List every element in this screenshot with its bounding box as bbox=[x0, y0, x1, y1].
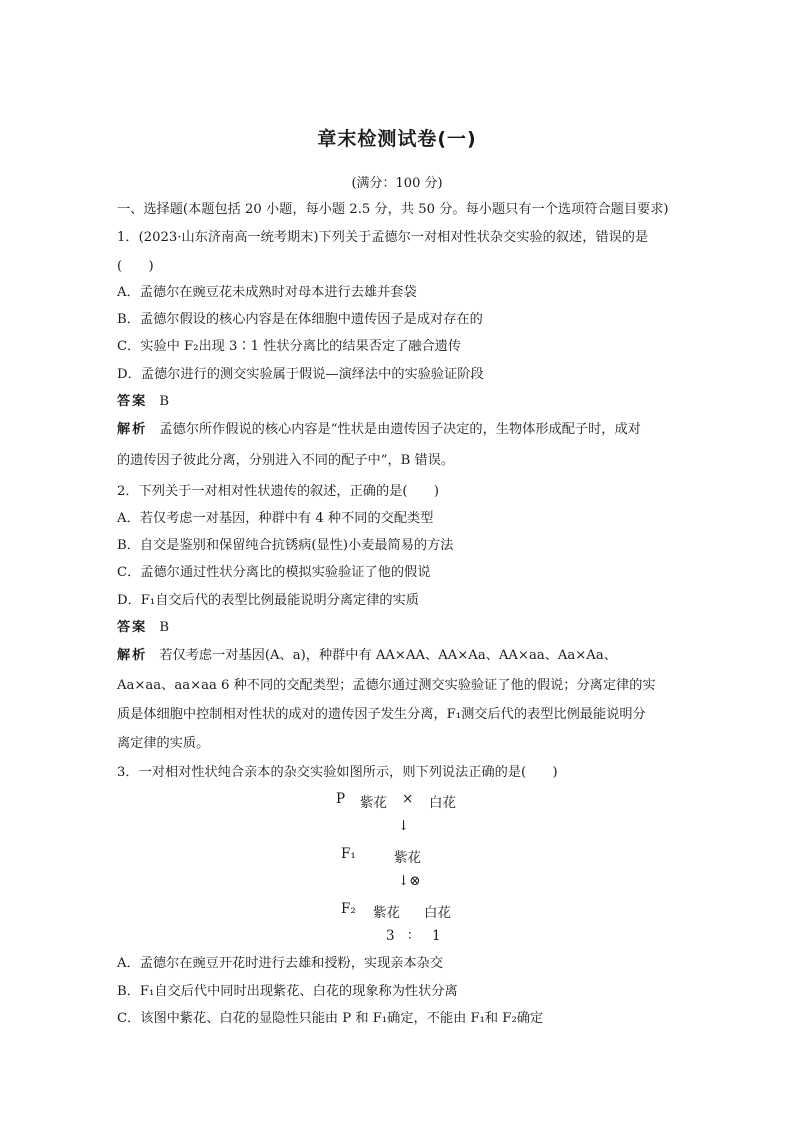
q2-analysis-line-3: 质是体细胞中控制相对性状的成对的遗传因子发生分离，F₁测交后代的表型比例最能说明分 bbox=[117, 707, 646, 722]
q2-analysis-line-2: Aa×aa、aa×aa 6 种不同的交配类型；孟德尔通过测交实验验证了他的假说；分离定律的实 bbox=[117, 678, 656, 693]
p-purple-flower: 紫花 bbox=[360, 795, 387, 811]
q2-option-c: C．孟德尔通过性状分离比的模拟实验验证了他的假说 bbox=[117, 565, 431, 580]
q2-analysis-line-1 bbox=[117, 647, 617, 665]
f1-generation-label: F₁ bbox=[341, 846, 356, 862]
q1-answer bbox=[117, 393, 169, 411]
q1-analysis-line-1 bbox=[117, 421, 641, 439]
analysis-label: 解析 bbox=[117, 648, 148, 663]
ratio-white: 1 bbox=[432, 928, 441, 944]
self-cross-arrow-icon: ↓⊗ bbox=[398, 873, 421, 889]
ratio-colon: ∶ bbox=[408, 928, 412, 944]
q1-option-d: D．孟德尔进行的测交实验属于假说—演绎法中的实验验证阶段 bbox=[117, 367, 484, 382]
answer-value: B bbox=[159, 620, 170, 635]
f2-generation-label: F₂ bbox=[341, 901, 356, 917]
cross-symbol: × bbox=[402, 791, 414, 807]
analysis-label: 解析 bbox=[117, 422, 148, 437]
q2-option-d: D．F₁自交后代的表型比例最能说明分离定律的实质 bbox=[117, 593, 419, 608]
q1-option-c: C．实验中 F₂出现 3∶1 性状分离比的结果否定了融合遗传 bbox=[117, 339, 462, 354]
f2-white-flower: 白花 bbox=[424, 905, 451, 921]
p-generation-label: P bbox=[336, 791, 346, 807]
q2-option-b: B．自交是鉴别和保留纯合抗锈病(显性)小麦最简易的方法 bbox=[117, 538, 454, 553]
q3-option-a: A．孟德尔在豌豆开花时进行去雄和授粉，实现亲本杂交 bbox=[117, 956, 444, 971]
q1-answer-blank: ( ) bbox=[117, 259, 154, 274]
q1-option-a: A．孟德尔在豌豆花未成熟时对母本进行去雄并套袋 bbox=[117, 285, 417, 300]
q3-option-b: B．F₁自交后代中同时出现紫花、白花的现象称为性状分离 bbox=[117, 984, 458, 999]
q2-answer bbox=[117, 619, 169, 637]
ratio-purple: 3 bbox=[386, 928, 395, 944]
full-score-note: (满分：100 分) bbox=[351, 176, 443, 191]
arrow-down-icon: ↓ bbox=[398, 818, 410, 834]
q1-analysis-line-2: 的遗传因子彼此分离，分别进入不同的配子中”，B 错误。 bbox=[117, 453, 455, 468]
analysis-text: 孟德尔所作假说的核心内容是“性状是由遗传因子决定的，生物体形成配子时，成对 bbox=[159, 422, 641, 437]
f2-purple-flower: 紫花 bbox=[373, 905, 400, 921]
q1-stem: 1．(2023·山东济南高一统考期末)下列关于孟德尔一对相对性状杂交实验的叙述，错误的是 bbox=[117, 230, 649, 245]
q3-option-c: C．该图中紫花、白花的显隐性只能由 P 和 F₁确定，不能由 F₁和 F₂确定 bbox=[117, 1011, 544, 1026]
answer-value: B bbox=[159, 394, 170, 409]
p-white-flower: 白花 bbox=[429, 795, 456, 811]
q2-option-a: A．若仅考虑一对基因，种群中有 4 种不同的交配类型 bbox=[117, 511, 434, 526]
page-title: 章末检测试卷(一) bbox=[317, 128, 477, 150]
q2-analysis-line-4: 离定律的实质。 bbox=[117, 736, 210, 751]
answer-label: 答案 bbox=[117, 620, 148, 635]
q2-stem: 2．下列关于一对相对性状遗传的叙述，正确的是( ) bbox=[117, 484, 439, 499]
section-heading: 一、选择题(本题包括 20 小题，每小题 2.5 分，共 50 分。每小题只有一个选项符合题目要求) bbox=[117, 202, 669, 217]
q1-option-b: B．孟德尔假设的核心内容是在体细胞中遗传因子是成对存在的 bbox=[117, 312, 483, 327]
answer-label: 答案 bbox=[117, 394, 148, 409]
q3-stem: 3．一对相对性状纯合亲本的杂交实验如图所示，则下列说法正确的是( ) bbox=[117, 765, 558, 780]
f1-purple-flower: 紫花 bbox=[394, 850, 421, 866]
analysis-text: 若仅考虑一对基因(A、a)，种群中有 AA×AA、AA×Aa、AA×aa、Aa×Aa、 bbox=[159, 648, 617, 663]
